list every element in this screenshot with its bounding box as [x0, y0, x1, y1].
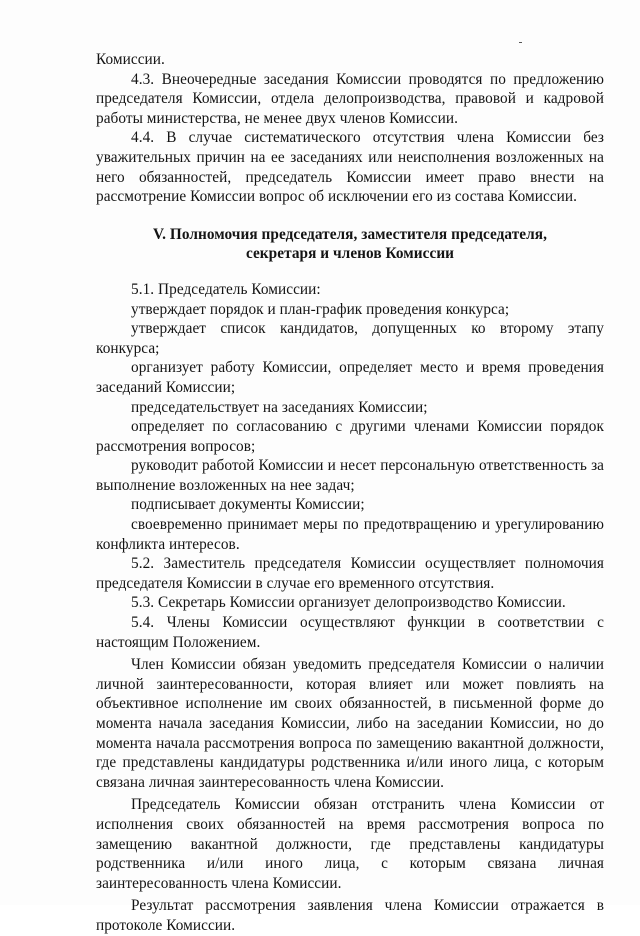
document-body: [96, 50, 604, 936]
paragraph-5-1: 5.1. Председатель Комиссии:: [131, 280, 321, 298]
section-heading-line: V. Полномочия председателя, заместителя председателя,: [153, 225, 547, 243]
paragraph-5-4: 5.4. Члены Комиссии осуществляют функции в соответствии с настоящим Положением.: [96, 614, 604, 651]
list-item: председательствует на заседаниях Комиссии;: [131, 398, 428, 416]
scan-speck: [519, 42, 522, 43]
paragraph-5-3: 5.3. Секретарь Комиссии организует делопроизводство Комиссии.: [131, 594, 566, 612]
paragraph-4-3: 4.3. Внеочередные заседания Комиссии проводятся по предложению председателя Комиссии, отдела делопроизводства, правовой и кадровой работы министерства, не менее двух членов Комиссии.: [96, 70, 604, 127]
paragraph-4-4: 4.4. В случае систематического отсутствия члена Комиссии без уважительных причин на ее заседаниях или неисполнения возложенных на него обязанностей, председатель Комиссии имеет право внести на рассмотрение Комиссии вопрос об исключении его из состава Комиссии.: [96, 129, 604, 206]
paragraph: Член Комиссии обязан уведомить председателя Комиссии о наличии личной заинтересованности, которая влияет или может повлиять на объективное исполнение им своих обязанностей, в письменной форме до момента начала заседания Комиссии, либо на заседании Комиссии, но до момента начала рассмотрения вопроса по замещению вакантной должности, где представлены кандидатуры родственника и/или иного лица, с которым связана личная заинтересованность члена Комиссии.: [96, 656, 604, 791]
list-item: своевременно принимает меры по предотвращению и урегулированию конфликта интересов.: [96, 516, 604, 553]
list-item: утверждает список кандидатов, допущенных ко второму этапу конкурса;: [96, 320, 604, 357]
paragraph: Результат рассмотрения заявления члена Комиссии отражается в протоколе Комиссии.: [96, 897, 604, 934]
list-item: утверждает порядок и план-график проведения конкурса;: [131, 300, 510, 318]
list-item: организует работу Комиссии, определяет место и время проведения заседаний Комиссии;: [96, 359, 604, 396]
paragraph: Комиссии.: [96, 51, 165, 68]
section-heading: [96, 225, 604, 264]
paragraph-5-2: 5.2. Заместитель председателя Комиссии осуществляет полномочия председателя Комиссии в случае его временного отсутствия.: [96, 555, 604, 592]
list-item: руководит работой Комиссии и несет персональную ответственность за выполнение возложенных на нее задач;: [96, 457, 604, 494]
paragraph: Председатель Комиссии обязан отстранить члена Комиссии от исполнения своих обязанностей на время рассмотрения вопроса по замещению вакантной должности, где представлены кандидатуры родственника и/или иного лица, с которым связана личная заинтересованность члена Комиссии.: [96, 796, 604, 892]
section-heading-line: секретаря и членов Комиссии: [245, 245, 455, 263]
list-item: определяет по согласованию с другими членами Комиссии порядок рассмотрения вопросов;: [96, 418, 604, 455]
list-item: подписывает документы Комиссии;: [131, 496, 365, 514]
